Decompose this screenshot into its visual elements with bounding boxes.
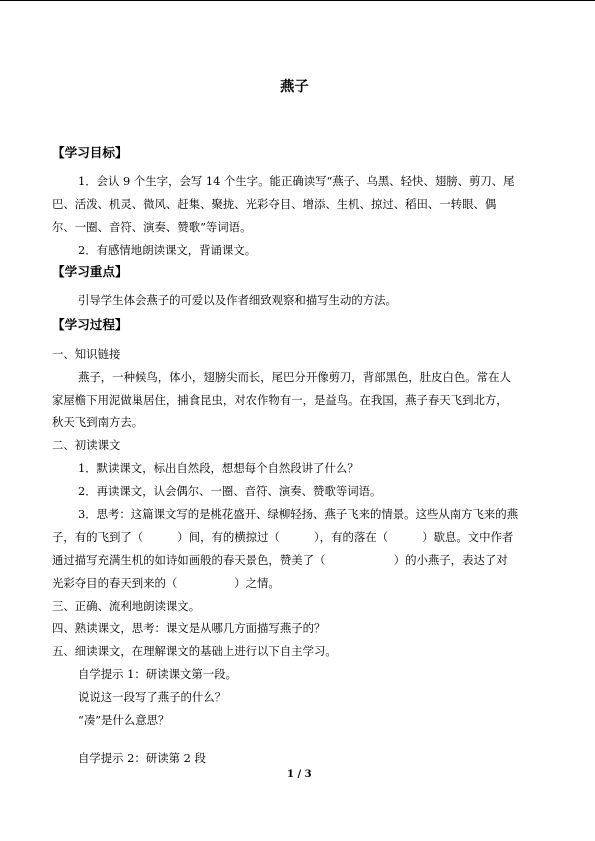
goals-line-3: 尔、一圈、音符、演奏、赞歌”等词语。 — [52, 220, 252, 234]
page-title: 燕子 — [280, 78, 309, 95]
process-line-6: 1．默读课文，标出自然段，想想每个自然段讲了什么？ — [78, 461, 359, 475]
process-line-18: 自学提示 2：研读第 2 段 — [78, 751, 206, 765]
key-points-line-1: 引导学生体会燕子的可爱以及作者细致观察和描写生动的方法。 — [78, 293, 397, 307]
goals-line-4: 2．有感情地朗读课文，背诵课文。 — [78, 243, 257, 257]
process-line-15: 自学提示 1：研读课文第一段。 — [78, 667, 237, 681]
process-line-11: 光彩夺目的春天到来的（ ）之情。 — [52, 576, 280, 590]
process-line-12: 三、正确、流利地朗读课文。 — [52, 599, 201, 613]
process-line-4: 秋天飞到南方去。 — [52, 415, 144, 429]
process-line-16: 说说这一段写了燕子的什么？ — [78, 690, 227, 704]
process-line-7: 2．再读课文，认会偶尔、一圈、音符、演奏、赞歌等词语。 — [78, 484, 382, 498]
process-line-13: 四、熟读课文，思考：课文是从哪几方面描写燕子的？ — [52, 621, 326, 635]
process-line-3: 家屋檐下用泥做巢居住，捕食昆虫，对农作物有一，是益鸟。在我国，燕子春天飞到北方， — [52, 393, 508, 407]
process-line-17: “凑”是什么意思？ — [78, 713, 170, 727]
section-heading-process: 【学习过程】 — [52, 317, 128, 332]
process-line-9: 子，有的飞到了（ ）间，有的横掠过（ ），有的落在（ ）歇息。文中作者 — [52, 530, 514, 544]
goals-line-1: 1．会认 9 个生字，会写 14 个生字。能正确读写“燕子、乌黑、轻快、翅膀、剪刀、尾 — [78, 174, 515, 188]
process-line-5: 二、初读课文 — [52, 438, 121, 452]
process-line-10: 通过描写充满生机的如诗如画般的春天景色，赞美了（ ）的小燕子，表达了对 — [52, 553, 508, 567]
process-line-14: 五、细读课文，在理解课文的基础上进行以下自主学习。 — [52, 644, 337, 658]
goals-line-2: 巴、活泼、机灵、微风、赶集、聚拢、光彩夺目、增添、生机、掠过、稻田、一转眼、偶 — [52, 197, 497, 211]
section-heading-key-points: 【学习重点】 — [52, 264, 128, 279]
process-line-1: 一、知识链接 — [52, 347, 121, 361]
page-number: 1 / 3 — [287, 769, 312, 780]
section-heading-goals: 【学习目标】 — [52, 145, 128, 160]
process-line-2: 燕子，一种候鸟，体小，翅膀尖而长，尾巴分开像剪刀，背部黑色，肚皮白色。常在人 — [78, 370, 511, 384]
page-top-border — [0, 0, 595, 1]
process-line-8: 3．思考：这篇课文写的是桃花盛开、绿柳轻扬、燕子飞来的情景。这些从南方飞来的燕 — [78, 507, 519, 521]
